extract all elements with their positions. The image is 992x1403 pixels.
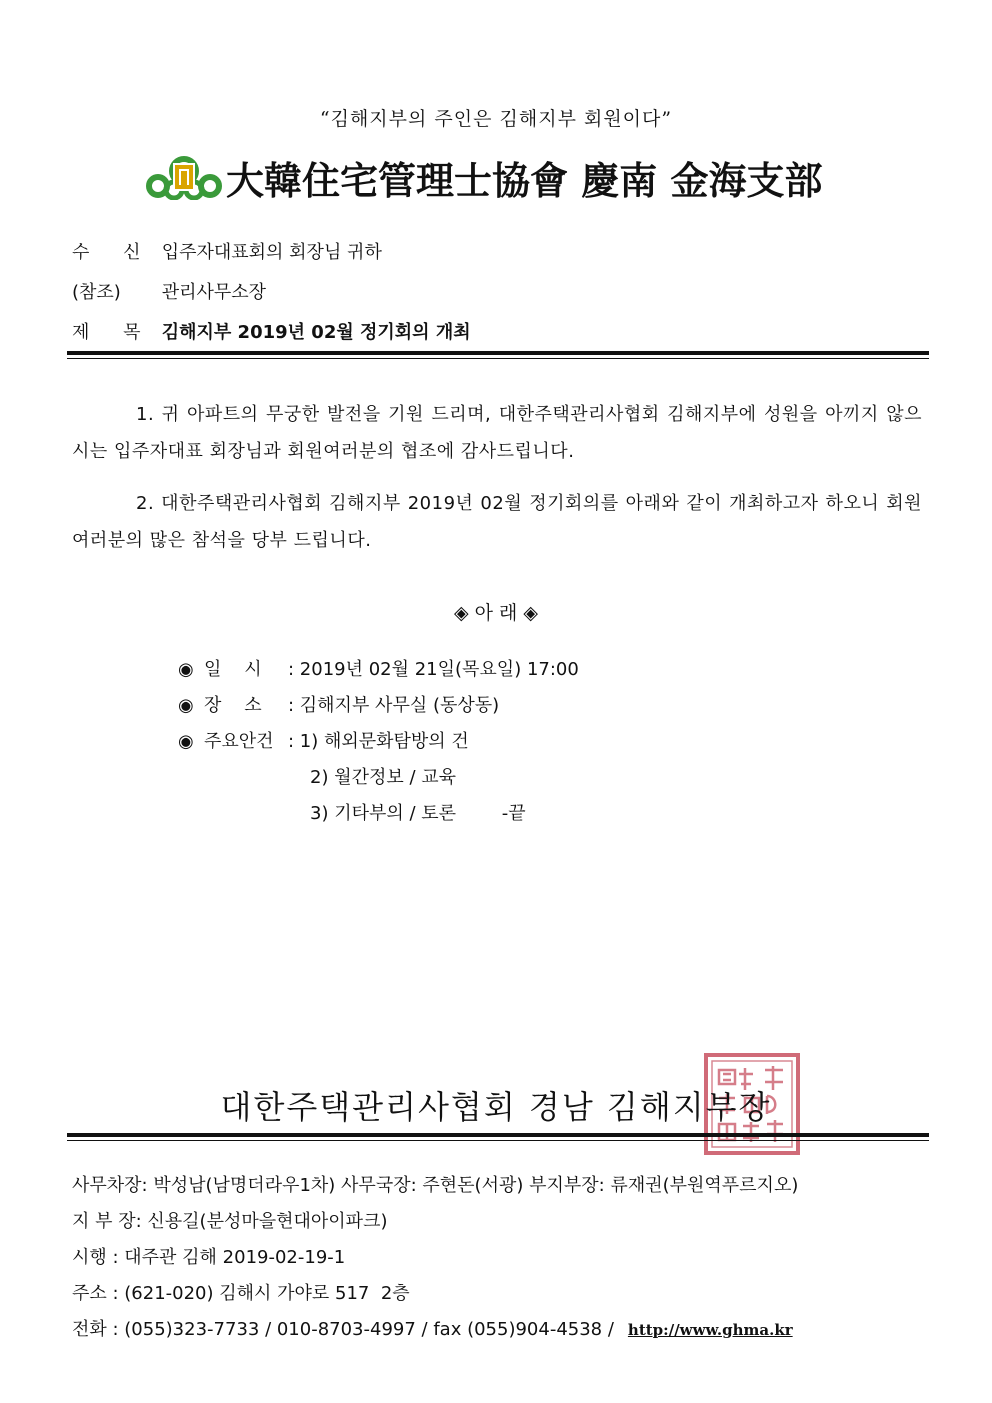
paragraph-2: 2. 대한주택관리사협회 김해지부 2019년 02월 정기회의를 아래와 같이 개최하고자 하오니 회원여러분의 많은 참석을 당부 드립니다. bbox=[72, 493, 922, 551]
list-item bbox=[178, 655, 579, 681]
list-item bbox=[178, 727, 469, 753]
header-divider-thin bbox=[67, 358, 929, 359]
organization-name: 大韓住宅管理士協會 慶南 金海支部 bbox=[226, 158, 823, 203]
agenda-sub-item: 3) 기타부의 / 토론 -끝 bbox=[310, 803, 526, 824]
paragraph-1: 1. 귀 아파트의 무궁한 발전을 기원 드리며, 대한주택관리사협회 김해지부에 성원을 아끼지 않으시는 입주자대표 회장님과 회원여러분의 협조에 감사드립니다. bbox=[72, 404, 922, 462]
recipient-row bbox=[72, 238, 382, 264]
item-key: 장 소 bbox=[204, 695, 262, 716]
header-divider bbox=[67, 351, 929, 355]
footer-divider-thin bbox=[67, 1140, 929, 1141]
item-value: : 2019년 02월 21일(목요일) 17:00 bbox=[288, 659, 579, 680]
footer-staff: 사무차장: 박성남(남명더라우1차) 사무국장: 주현돈(서광) 부지부장: 류재권(부원역푸르지오) bbox=[72, 1175, 799, 1196]
radio-bullet-icon: ◉ bbox=[178, 695, 194, 716]
item-value: : 1) 해외문화탐방의 건 bbox=[288, 731, 469, 752]
footer-document-number: 시행 : 대주관 김해 2019-02-19-1 bbox=[72, 1247, 346, 1268]
item-value: : 김해지부 사무실 (동상동) bbox=[288, 695, 500, 716]
footer-divider bbox=[67, 1133, 929, 1137]
reference-label: (참조) bbox=[72, 282, 121, 303]
motto: “김해지부의 주인은 김해지부 회원이다” bbox=[319, 108, 673, 130]
footer-address: 주소 : (621-020) 김해시 가야로 517 2층 bbox=[72, 1283, 410, 1304]
radio-bullet-icon: ◉ bbox=[178, 731, 194, 752]
item-key: 일 시 bbox=[204, 659, 262, 680]
list-item bbox=[178, 691, 499, 717]
subject-value: 김해지부 2019년 02월 정기회의 개최 bbox=[161, 322, 471, 343]
recipient-label: 수 신 bbox=[72, 242, 155, 263]
website-link[interactable]: http://www.ghma.kr bbox=[627, 1321, 793, 1339]
radio-bullet-icon: ◉ bbox=[178, 659, 194, 680]
signature-line: 대한주택관리사협회 경남 김해지부장 bbox=[220, 1088, 772, 1126]
reference-value: 관리사무소장 bbox=[161, 282, 267, 303]
footer-phone: 전화 : (055)323-7733 / 010-8703-4997 / fax (055)904-4538 / bbox=[72, 1319, 614, 1340]
subject-label: 제 목 bbox=[72, 322, 155, 343]
reference-row bbox=[72, 278, 266, 304]
association-logo bbox=[146, 156, 222, 200]
subject-row bbox=[72, 318, 471, 344]
recipient-value: 입주자대표회의 회장님 귀하 bbox=[161, 242, 382, 263]
footer-branch-head: 지 부 장: 신용길(분성마을현대아이파크) bbox=[72, 1211, 388, 1232]
agenda-sub-item: 2) 월간정보 / 교육 bbox=[310, 767, 457, 788]
below-header: ◈ 아 래 ◈ bbox=[453, 602, 539, 624]
item-key: 주요안건 bbox=[204, 731, 274, 752]
footer-contact bbox=[72, 1315, 793, 1341]
